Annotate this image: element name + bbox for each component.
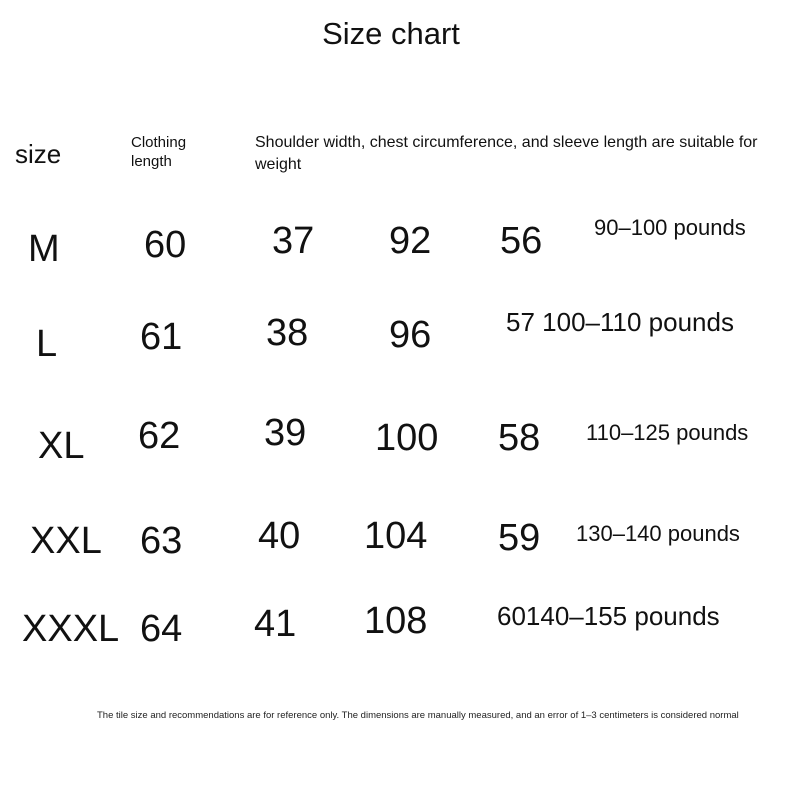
row-xxl-length: 63 xyxy=(140,520,183,562)
row-xxxl-length: 64 xyxy=(140,608,183,650)
row-xxl-size: XXL xyxy=(30,520,102,562)
row-xxl-shoulder: 40 xyxy=(258,515,301,557)
row-xxxl-size: XXXL xyxy=(22,608,120,650)
row-xxl-weight: 130–140 pounds xyxy=(576,521,740,546)
row-l-size: L xyxy=(36,323,58,365)
row-xl-shoulder: 39 xyxy=(264,412,307,454)
row-l-chest: 96 xyxy=(389,314,432,356)
disclaimer-note: The tile size and recommendations are for reference only. The dimensions are manually measured, and an error of 1–3 centimeters is considered normal xyxy=(97,710,739,721)
row-xxxl-shoulder: 41 xyxy=(254,603,297,645)
row-xxxl-sleeve-weight: 60140–155 pounds xyxy=(497,601,720,631)
row-l-length: 61 xyxy=(140,316,183,358)
row-l-shoulder: 38 xyxy=(266,312,309,354)
header-clothing-length: Clothing length xyxy=(131,134,187,170)
row-m-sleeve: 56 xyxy=(500,220,543,262)
row-xxl-sleeve: 59 xyxy=(498,517,541,559)
header-size: size xyxy=(15,139,62,169)
row-xl-weight: 110–125 pounds xyxy=(586,420,749,445)
page-title: Size chart xyxy=(322,16,460,51)
row-m-shoulder: 37 xyxy=(272,220,315,262)
row-xl-chest: 100 xyxy=(375,417,439,459)
row-xxxl-chest: 108 xyxy=(364,600,428,642)
header-description: Shoulder width, chest circumference, and sleeve length are suitable for weight xyxy=(255,134,758,174)
row-m-weight: 90–100 pounds xyxy=(594,215,746,240)
row-m-size: M xyxy=(28,228,60,270)
row-m-length: 60 xyxy=(144,224,187,266)
row-xl-sleeve: 58 xyxy=(498,417,541,459)
row-l-sleeve-weight: 57 100–110 pounds xyxy=(506,307,734,337)
row-xl-length: 62 xyxy=(138,415,181,457)
row-xl-size: XL xyxy=(38,425,85,467)
row-m-chest: 92 xyxy=(389,220,432,262)
row-xxl-chest: 104 xyxy=(364,515,428,557)
